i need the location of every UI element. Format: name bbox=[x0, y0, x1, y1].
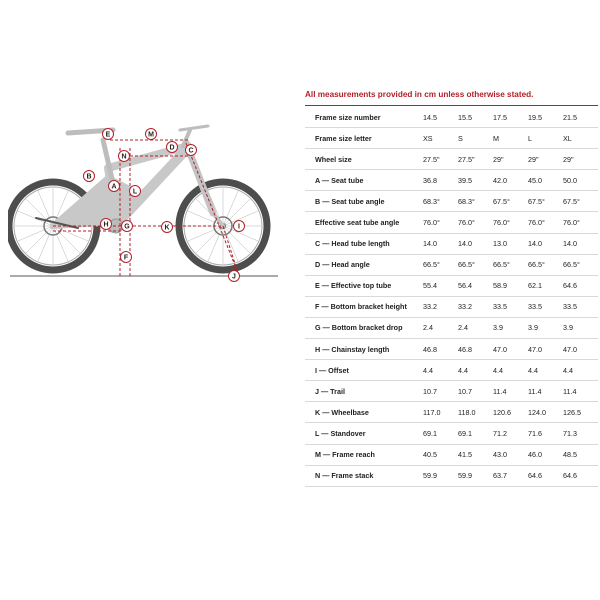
svg-text:I: I bbox=[238, 223, 240, 231]
cell-value: 71.3 bbox=[563, 423, 598, 444]
cell-value: 13.0 bbox=[493, 233, 528, 254]
cell-value: 2.4 bbox=[458, 317, 493, 338]
marker-i bbox=[234, 221, 245, 232]
cell-value: 64.6 bbox=[563, 465, 598, 486]
row-label: A — Seat tube bbox=[305, 170, 423, 191]
cell-value: 14.0 bbox=[423, 233, 458, 254]
row-label: M — Frame reach bbox=[305, 444, 423, 465]
cell-value: 4.4 bbox=[528, 360, 563, 381]
cell-value: 67.5° bbox=[563, 191, 598, 212]
marker-f bbox=[121, 252, 132, 263]
row-label: D — Head angle bbox=[305, 254, 423, 275]
svg-text:D: D bbox=[169, 144, 175, 152]
cell-value: 40.5 bbox=[423, 444, 458, 465]
cell-value: 29" bbox=[528, 149, 563, 170]
cell-value: 46.0 bbox=[528, 444, 563, 465]
cell-value: 33.5 bbox=[493, 296, 528, 317]
table-row bbox=[305, 402, 598, 423]
cell-value: 46.8 bbox=[458, 339, 493, 360]
table-row bbox=[305, 170, 598, 191]
cell-value: 27.5" bbox=[458, 149, 493, 170]
row-label: Effective seat tube angle bbox=[305, 212, 423, 233]
cell-value: 47.0 bbox=[493, 339, 528, 360]
cell-value: 11.4 bbox=[528, 381, 563, 402]
cell-value: 14.0 bbox=[528, 233, 563, 254]
cell-value: 33.5 bbox=[528, 296, 563, 317]
marker-e bbox=[103, 129, 114, 140]
cell-value: 71.6 bbox=[528, 423, 563, 444]
cell-value: 29" bbox=[563, 149, 598, 170]
marker-k bbox=[162, 222, 173, 233]
cell-value: 14.5 bbox=[423, 107, 458, 128]
cell-value: 66.5° bbox=[423, 254, 458, 275]
table-row bbox=[305, 149, 598, 170]
cell-value: 76.0° bbox=[458, 212, 493, 233]
row-label: E — Effective top tube bbox=[305, 275, 423, 296]
cell-value: 47.0 bbox=[563, 339, 598, 360]
row-label: N — Frame stack bbox=[305, 465, 423, 486]
row-label: H — Chainstay length bbox=[305, 339, 423, 360]
table-row bbox=[305, 233, 598, 254]
cell-value: 68.3° bbox=[458, 191, 493, 212]
cell-value: 68.3° bbox=[423, 191, 458, 212]
cell-value: 76.0° bbox=[493, 212, 528, 233]
cell-value: 3.9 bbox=[528, 317, 563, 338]
cell-value: 39.5 bbox=[458, 170, 493, 191]
cell-value: 3.9 bbox=[493, 317, 528, 338]
svg-text:L: L bbox=[132, 188, 138, 196]
cell-value: 21.5 bbox=[563, 107, 598, 128]
table-row bbox=[305, 339, 598, 360]
cell-value: 66.5° bbox=[563, 254, 598, 275]
cell-value: 76.0° bbox=[563, 212, 598, 233]
cell-value: 14.0 bbox=[563, 233, 598, 254]
cell-value: 58.9 bbox=[493, 275, 528, 296]
marker-m bbox=[146, 129, 157, 140]
cell-value: 64.6 bbox=[563, 275, 598, 296]
cell-value: 4.4 bbox=[458, 360, 493, 381]
cell-value: 64.6 bbox=[528, 465, 563, 486]
row-label: C — Head tube length bbox=[305, 233, 423, 254]
cell-value: 15.5 bbox=[458, 107, 493, 128]
cell-value: 36.8 bbox=[423, 170, 458, 191]
table-row bbox=[305, 107, 598, 128]
cell-value: 4.4 bbox=[493, 360, 528, 381]
cell-value: 2.4 bbox=[423, 317, 458, 338]
cell-value: 69.1 bbox=[423, 423, 458, 444]
cell-value: 66.5° bbox=[493, 254, 528, 275]
table-row bbox=[305, 423, 598, 444]
row-label: G — Bottom bracket drop bbox=[305, 317, 423, 338]
cell-value: 50.0 bbox=[563, 170, 598, 191]
cell-value: 59.9 bbox=[458, 465, 493, 486]
marker-l bbox=[130, 186, 141, 197]
table-row bbox=[305, 254, 598, 275]
table-row bbox=[305, 444, 598, 465]
svg-text:M: M bbox=[148, 131, 154, 139]
svg-text:B: B bbox=[86, 173, 92, 181]
cell-value: L bbox=[528, 128, 563, 149]
cell-value: 41.5 bbox=[458, 444, 493, 465]
cell-value: 19.5 bbox=[528, 107, 563, 128]
cell-value: 3.9 bbox=[563, 317, 598, 338]
cell-value: 67.5° bbox=[528, 191, 563, 212]
marker-d bbox=[167, 142, 178, 153]
cell-value: 76.0° bbox=[423, 212, 458, 233]
cell-value: 69.1 bbox=[458, 423, 493, 444]
cell-value: 76.0° bbox=[528, 212, 563, 233]
svg-text:J: J bbox=[232, 273, 236, 281]
cell-value: 71.2 bbox=[493, 423, 528, 444]
cell-value: 66.5° bbox=[528, 254, 563, 275]
marker-j bbox=[229, 271, 240, 282]
marker-a bbox=[109, 181, 120, 192]
table-row bbox=[305, 275, 598, 296]
cell-value: 67.5° bbox=[493, 191, 528, 212]
cell-value: 59.9 bbox=[423, 465, 458, 486]
geometry-table bbox=[305, 107, 598, 487]
cell-value: 118.0 bbox=[458, 402, 493, 423]
cell-value: 33.5 bbox=[563, 296, 598, 317]
table-row bbox=[305, 212, 598, 233]
table-row bbox=[305, 191, 598, 212]
cell-value: 11.4 bbox=[563, 381, 598, 402]
svg-text:F: F bbox=[123, 254, 129, 262]
measurement-note: All measurements provided in cm unless otherwise stated. bbox=[305, 90, 598, 106]
cell-value: 56.4 bbox=[458, 275, 493, 296]
cell-value: 120.6 bbox=[493, 402, 528, 423]
row-label: J — Trail bbox=[305, 381, 423, 402]
table-row bbox=[305, 128, 598, 149]
cell-value: 11.4 bbox=[493, 381, 528, 402]
cell-value: 42.0 bbox=[493, 170, 528, 191]
cell-value: 55.4 bbox=[423, 275, 458, 296]
row-label: B — Seat tube angle bbox=[305, 191, 423, 212]
cell-value: 45.0 bbox=[528, 170, 563, 191]
svg-text:G: G bbox=[124, 223, 130, 231]
cell-value: 10.7 bbox=[458, 381, 493, 402]
table-row bbox=[305, 317, 598, 338]
table-row bbox=[305, 465, 598, 486]
svg-text:K: K bbox=[164, 224, 170, 232]
marker-n bbox=[119, 151, 130, 162]
marker-b bbox=[84, 171, 95, 182]
svg-text:A: A bbox=[111, 183, 117, 191]
svg-text:E: E bbox=[105, 131, 111, 139]
cell-value: 66.5° bbox=[458, 254, 493, 275]
cell-value: 4.4 bbox=[563, 360, 598, 381]
cell-value: 43.0 bbox=[493, 444, 528, 465]
svg-text:N: N bbox=[121, 153, 127, 161]
row-label: Frame size letter bbox=[305, 128, 423, 149]
cell-value: 63.7 bbox=[493, 465, 528, 486]
cell-value: 124.0 bbox=[528, 402, 563, 423]
row-label: K — Wheelbase bbox=[305, 402, 423, 423]
cell-value: 48.5 bbox=[563, 444, 598, 465]
row-label: L — Standover bbox=[305, 423, 423, 444]
table-row bbox=[305, 381, 598, 402]
table-row bbox=[305, 296, 598, 317]
cell-value: XL bbox=[563, 128, 598, 149]
cell-value: 29" bbox=[493, 149, 528, 170]
cell-value: 10.7 bbox=[423, 381, 458, 402]
svg-text:C: C bbox=[188, 147, 194, 155]
table-row bbox=[305, 360, 598, 381]
cell-value: 62.1 bbox=[528, 275, 563, 296]
cell-value: 47.0 bbox=[528, 339, 563, 360]
cell-value: 27.5" bbox=[423, 149, 458, 170]
cell-value: 4.4 bbox=[423, 360, 458, 381]
cell-value: 33.2 bbox=[423, 296, 458, 317]
cell-value: 33.2 bbox=[458, 296, 493, 317]
marker-g bbox=[122, 221, 133, 232]
row-label: Frame size number bbox=[305, 107, 423, 128]
row-label: F — Bottom bracket height bbox=[305, 296, 423, 317]
svg-text:H: H bbox=[103, 221, 109, 229]
cell-value: 46.8 bbox=[423, 339, 458, 360]
geometry-sheet bbox=[305, 90, 598, 487]
bike-geometry-diagram bbox=[8, 108, 286, 288]
marker-c bbox=[186, 145, 197, 156]
marker-h bbox=[101, 219, 112, 230]
row-label: Wheel size bbox=[305, 149, 423, 170]
cell-value: M bbox=[493, 128, 528, 149]
cell-value: 14.0 bbox=[458, 233, 493, 254]
cell-value: 17.5 bbox=[493, 107, 528, 128]
bike-illustration bbox=[8, 108, 286, 288]
cell-value: 117.0 bbox=[423, 402, 458, 423]
cell-value: S bbox=[458, 128, 493, 149]
cell-value: 126.5 bbox=[563, 402, 598, 423]
cell-value: XS bbox=[423, 128, 458, 149]
row-label: I — Offset bbox=[305, 360, 423, 381]
